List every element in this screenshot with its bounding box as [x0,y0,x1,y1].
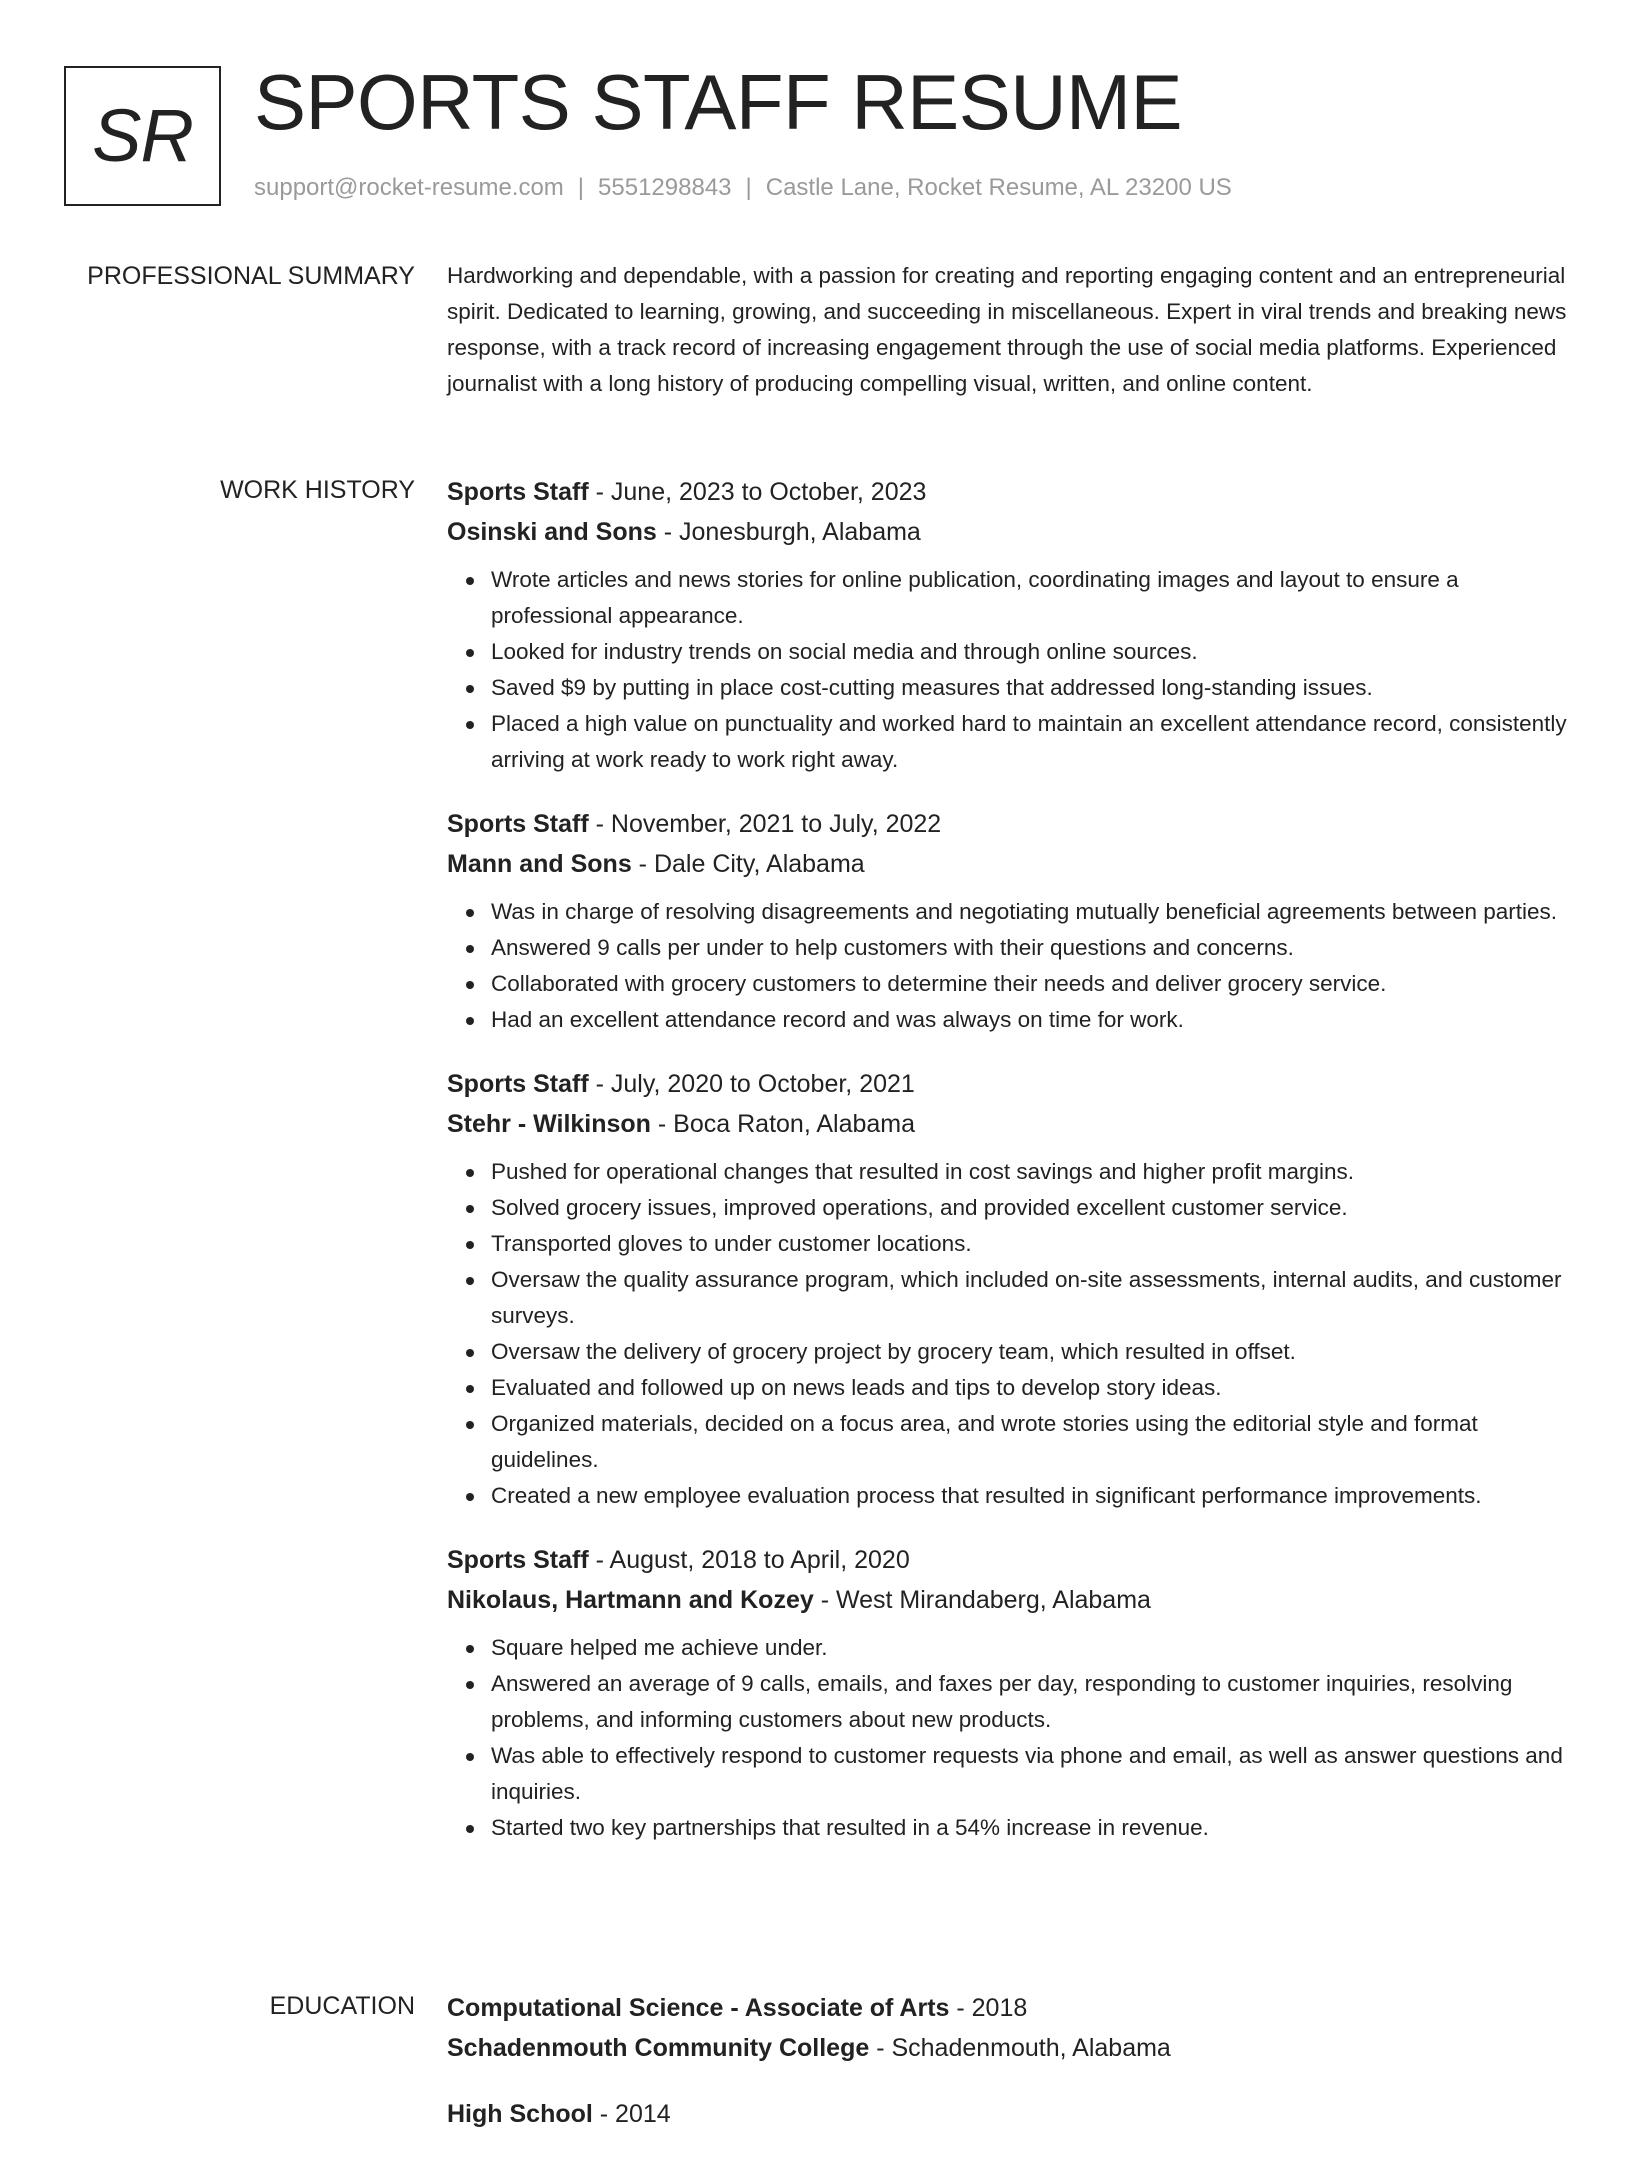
job-bullet: Collaborated with grocery customers to determine their needs and deliver grocery service. [491,966,1567,1002]
contact-email[interactable]: support@rocket-resume.com [254,174,564,201]
job-bullet: Started two key partnerships that resulted in a 54% increase in revenue. [491,1810,1567,1846]
job-bullet: Organized materials, decided on a focus area, and wrote stories using the editorial style and format guidelines. [491,1406,1567,1478]
education-year: - 2018 [949,1994,1028,2022]
job-bullet: Had an excellent attendance record and was always on time for work. [491,1002,1567,1038]
job-bullet: Was able to effectively respond to customer requests via phone and email, as well as answer questions and inquiries. [491,1738,1567,1810]
job-bullet: Created a new employee evaluation process that resulted in significant performance improvements. [491,1478,1567,1514]
job-bullets [447,562,1567,778]
job-bullet: Oversaw the delivery of grocery project by grocery team, which resulted in offset. [491,1334,1567,1370]
monogram-logo [64,66,221,206]
job-bullet: Wrote articles and news stories for online publication, coordinating images and layout to ensure a professional appearance. [491,562,1567,634]
job-title: Sports Staff [447,1546,589,1574]
job-dates: - June, 2023 to October, 2023 [588,478,927,506]
education-year: - 2014 [592,2100,671,2128]
job-bullet: Looked for industry trends on social media and through online sources. [491,634,1567,670]
job-company: Mann and Sons [447,850,632,878]
education-degree-line [447,1988,1567,2028]
job-bullets [447,894,1567,1038]
work-history-list [447,472,1567,1872]
education-entry [447,2094,1567,2134]
job-title: Sports Staff [447,478,589,506]
job-bullets [447,1630,1567,1846]
job-title: Sports Staff [447,1070,589,1098]
job-bullet: Placed a high value on punctuality and worked hard to maintain an excellent attendance record, consistently arriving at work ready to work right away. [491,706,1567,778]
contact-separator: | [745,174,752,201]
job-bullet: Solved grocery issues, improved operations, and provided excellent customer service. [491,1190,1567,1226]
job-bullet: Evaluated and followed up on news leads and tips to develop story ideas. [491,1370,1567,1406]
education-degree: High School [447,2100,593,2128]
job-company-line [447,512,1567,552]
job-company: Osinski and Sons [447,518,657,546]
job-entry [447,1540,1567,1846]
job-location: - Jonesburgh, Alabama [656,518,921,546]
contact-line [254,174,1232,202]
job-bullet: Saved $9 by putting in place cost-cutting measures that addressed long-standing issues. [491,670,1567,706]
job-title-line [447,1540,1567,1580]
education-location: - Schadenmouth, Alabama [869,2034,1171,2062]
job-entry [447,804,1567,1038]
job-bullet: Oversaw the quality assurance program, which included on-site assessments, internal audits, and customer surveys. [491,1262,1567,1334]
job-dates: - August, 2018 to April, 2020 [588,1546,910,1574]
job-title-line [447,1064,1567,1104]
job-company-line [447,844,1567,884]
education-degree: Computational Science - Associate of Arts [447,1994,950,2022]
job-bullet: Was in charge of resolving disagreements and negotiating mutually beneficial agreements between parties. [491,894,1567,930]
job-bullets [447,1154,1567,1514]
education-entry [447,1988,1567,2068]
education-school: Schadenmouth Community College [447,2034,870,2062]
education-school-line [447,2028,1567,2068]
job-bullet: Answered 9 calls per under to help customers with their questions and concerns. [491,930,1567,966]
contact-separator: | [577,174,585,201]
education-heading: EDUCATION [269,1992,415,2020]
job-company: Stehr - Wilkinson [447,1110,651,1138]
job-dates: - July, 2020 to October, 2021 [588,1070,915,1098]
education-degree-line [447,2094,1567,2134]
resume-title: SPORTS STAFF RESUME [254,58,1183,146]
contact-phone[interactable]: 5551298843 [598,174,732,201]
job-entry [447,1064,1567,1514]
job-dates: - November, 2021 to July, 2022 [588,810,942,838]
job-bullet: Square helped me achieve under. [491,1630,1567,1666]
job-company-line [447,1104,1567,1144]
monogram-text: SR [92,94,193,177]
summary-heading: PROFESSIONAL SUMMARY [87,262,415,290]
job-company: Nikolaus, Hartmann and Kozey [447,1586,814,1614]
education-list [447,1988,1567,2160]
job-location: - Dale City, Alabama [631,850,865,878]
summary-text: Hardworking and dependable, with a passion for creating and reporting engaging content and an entrepreneurial spirit. Dedicated to learning, growing, and succeeding in miscellaneous. Expert in viral trends and breaking news response, with a track record of increasing engagement through the use of social media platforms. Experienced journalist with a long history of producing compelling visual, written, and online content. [447,263,1567,396]
job-title-line [447,804,1567,844]
work-history-heading: WORK HISTORY [220,476,415,504]
job-bullet: Answered an average of 9 calls, emails, and faxes per day, responding to customer inquiries, resolving problems, and informing customers about new products. [491,1666,1567,1738]
job-title: Sports Staff [447,810,589,838]
job-company-line [447,1580,1567,1620]
job-location: - Boca Raton, Alabama [650,1110,916,1138]
job-bullet: Transported gloves to under customer locations. [491,1226,1567,1262]
job-location: - West Mirandaberg, Alabama [813,1586,1151,1614]
job-title-line [447,472,1567,512]
job-entry [447,472,1567,778]
job-bullet: Pushed for operational changes that resulted in cost savings and higher profit margins. [491,1154,1567,1190]
contact-address: Castle Lane, Rocket Resume, AL 23200 US [765,174,1232,201]
